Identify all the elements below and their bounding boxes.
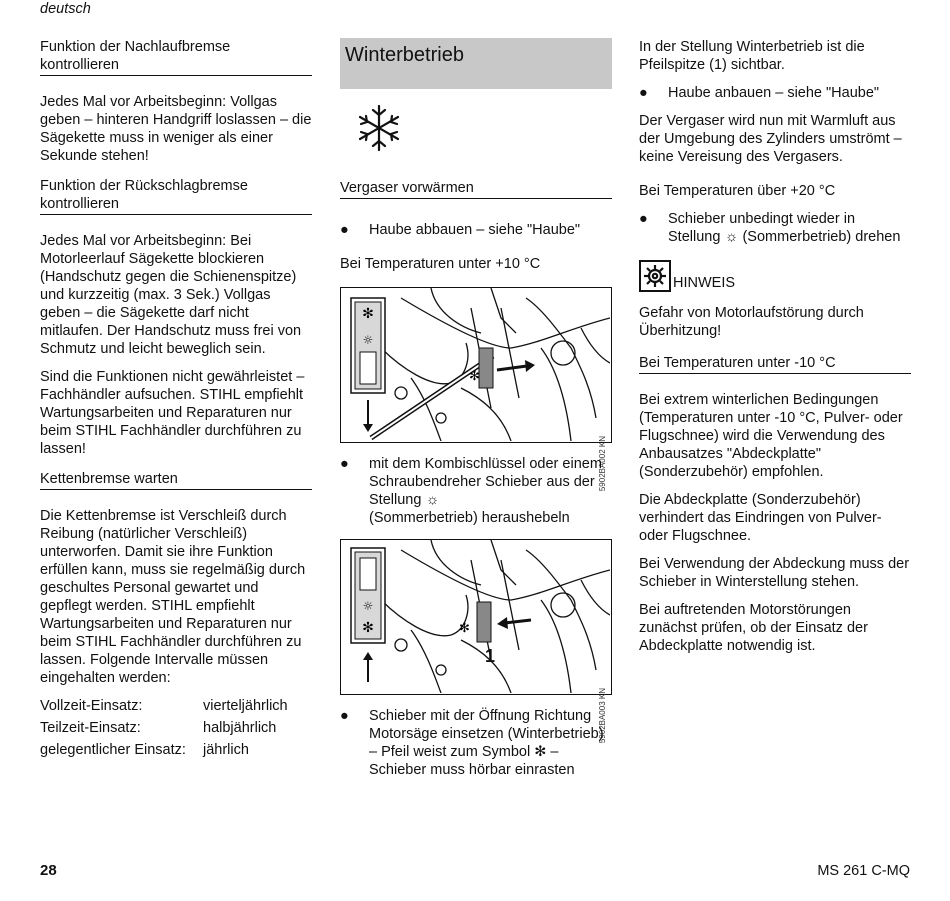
bullet-icon: ● — [340, 708, 349, 724]
interval-key: gelegentlicher Einsatz: — [40, 742, 186, 758]
note-header — [639, 260, 911, 292]
heading-unter-minus-10: Bei Temperaturen unter -10 °C — [639, 354, 911, 374]
list-item — [340, 455, 612, 527]
figure-callout-number: 1 — [485, 646, 496, 666]
heading-nachlaufbremse: Funktion der Nachlaufbremse kontrollieren — [40, 38, 312, 76]
list-item-text: – Schieber muss hörbar einrasten — [369, 744, 575, 778]
column-middle — [340, 38, 612, 779]
interval-key: Vollzeit-Einsatz: — [40, 698, 143, 714]
section-banner: Winterbetrieb — [340, 38, 612, 89]
column-right — [639, 38, 911, 655]
svg-text:✻: ✻ — [459, 621, 470, 636]
figure-code: 5902BA003 KN — [598, 688, 607, 744]
list-item-text: Haube anbauen – siehe "Haube" — [668, 85, 880, 101]
column-left — [40, 38, 312, 759]
interval-value: jährlich — [203, 742, 249, 758]
paragraph: In der Stellung Winterbetrieb ist die Pfeilspitze (1) sichtbar. — [639, 39, 865, 73]
list-item — [340, 707, 612, 779]
list-item-text: Schieber mit der Öffnung Richtung Motorsäge einsetzen (Winterbetrieb) – Pfeil weist zum Symbol — [369, 708, 604, 760]
subheading: Bei Temperaturen über +20 °C — [639, 183, 836, 199]
heading-rueckschlagbremse: Funktion der Rückschlagbremse kontrollieren — [40, 177, 312, 215]
sun-icon: ☼ — [425, 492, 440, 508]
paragraph: Der Vergaser wird nun mit Warmluft aus der Umgebung des Zylinders umströmt – keine Vereisung des Vergasers. — [639, 113, 902, 165]
list-item-text: (Sommerbetrieb) heraushebeln — [369, 510, 570, 526]
note-title: HINWEIS — [673, 275, 736, 291]
paragraph: Bei auftretenden Motorstörungen zunächst prüfen, ob der Einsatz der Abdeckplatte notwendig ist. — [639, 602, 868, 654]
paragraph: Sind die Funktionen nicht gewährleistet – Fachhändler aufsuchen. STIHL empfiehlt Wartungsarbeiten und Reparaturen nur beim STIHL Fachhändler durchführen zu lassen! — [40, 369, 305, 457]
list-item-text: Haube abbauen – siehe "Haube" — [369, 222, 581, 238]
interval-key: Teilzeit-Einsatz: — [40, 720, 141, 736]
interval-row — [40, 741, 312, 759]
interval-row — [40, 719, 312, 741]
figure-code: 5902BA002 KN — [598, 436, 607, 492]
svg-text:☼: ☼ — [362, 333, 374, 347]
model-name: MS 261 C-MQ — [817, 863, 910, 879]
sun-icon: ☼ — [724, 229, 739, 245]
bullet-icon: ● — [340, 456, 349, 472]
paragraph: Bei extrem winterlichen Bedingungen (Temperaturen unter -10 °C, Pulver- oder Flugschnee) wird die Verwendung des Anbausatzes "Abdeckplatte" (Sonderzubehör) empfohlen. — [639, 392, 903, 480]
list-item-text: (Sommerbetrieb) drehen — [742, 229, 901, 245]
interval-value: halbjährlich — [203, 720, 277, 736]
snowflake-symbol-icon: ✻ — [534, 744, 547, 760]
svg-text:☼: ☼ — [362, 599, 374, 613]
language-label: deutsch — [40, 1, 91, 17]
bullet-icon: ● — [639, 211, 648, 227]
list-item — [639, 84, 911, 102]
list-item — [340, 221, 612, 239]
paragraph: Jedes Mal vor Arbeitsbeginn: Vollgas geben – hinteren Handgriff loslassen – die Sägekette muss in weniger als einer Sekunde stehen! — [40, 94, 312, 164]
heading-kettenbremse: Kettenbremse warten — [40, 470, 312, 490]
heading-vergaser-vorwaermen: Vergaser vorwärmen — [340, 179, 612, 199]
svg-text:✻: ✻ — [362, 306, 374, 322]
paragraph: Die Abdeckplatte (Sonderzubehör) verhindert das Eindringen von Pulver- oder Flugschnee. — [639, 492, 882, 544]
bullet-icon: ● — [340, 222, 349, 238]
list-item-text: mit dem Kombischlüssel oder einem Schraubendreher Schieber aus der Stellung — [369, 456, 602, 508]
bullet-icon: ● — [639, 85, 648, 101]
list-item-text: Schieber unbedingt wieder in Stellung — [668, 211, 856, 245]
page-number: 28 — [40, 862, 57, 879]
list-item — [639, 210, 911, 246]
gear-icon — [639, 260, 671, 292]
snowflake-icon — [356, 103, 406, 155]
paragraph: Jedes Mal vor Arbeitsbeginn: Bei Motorleerlauf Sägekette blockieren (Handschutz gegen die Schienenspitze) und kurzzeitig (max. 3 Sek.) Vollgas geben – die Sägekette darf nicht mitlaufen. Der Handschutz muss frei von Schmutz und leicht beweglich sein. — [40, 233, 302, 357]
interval-value: vierteljährlich — [203, 698, 288, 714]
interval-row — [40, 697, 312, 719]
subheading: Bei Temperaturen unter +10 °C — [340, 256, 541, 272]
interval-list — [40, 697, 312, 759]
paragraph: Bei Verwendung der Abdeckung muss der Schieber in Winterstellung stehen. — [639, 556, 910, 590]
paragraph: Die Kettenbremse ist Verschleiß durch Reibung (natürlicher Verschleiß) unterworfen. Damit sie ihre Funktion erfüllen kann, muss sie regelmäßig durch geschultes Personal gewartet und gepflegt werden. STIHL empfiehlt Wartungsarbeiten und Reparaturen nur beim STIHL Fachhändler durchführen zu lassen. Folgende Intervalle müssen eingehalten werden: — [40, 508, 306, 686]
note-text: Gefahr von Motorlaufstörung durch Überhitzung! — [639, 305, 864, 339]
svg-text:✻: ✻ — [362, 620, 374, 636]
svg-text:✻: ✻ — [469, 369, 480, 384]
